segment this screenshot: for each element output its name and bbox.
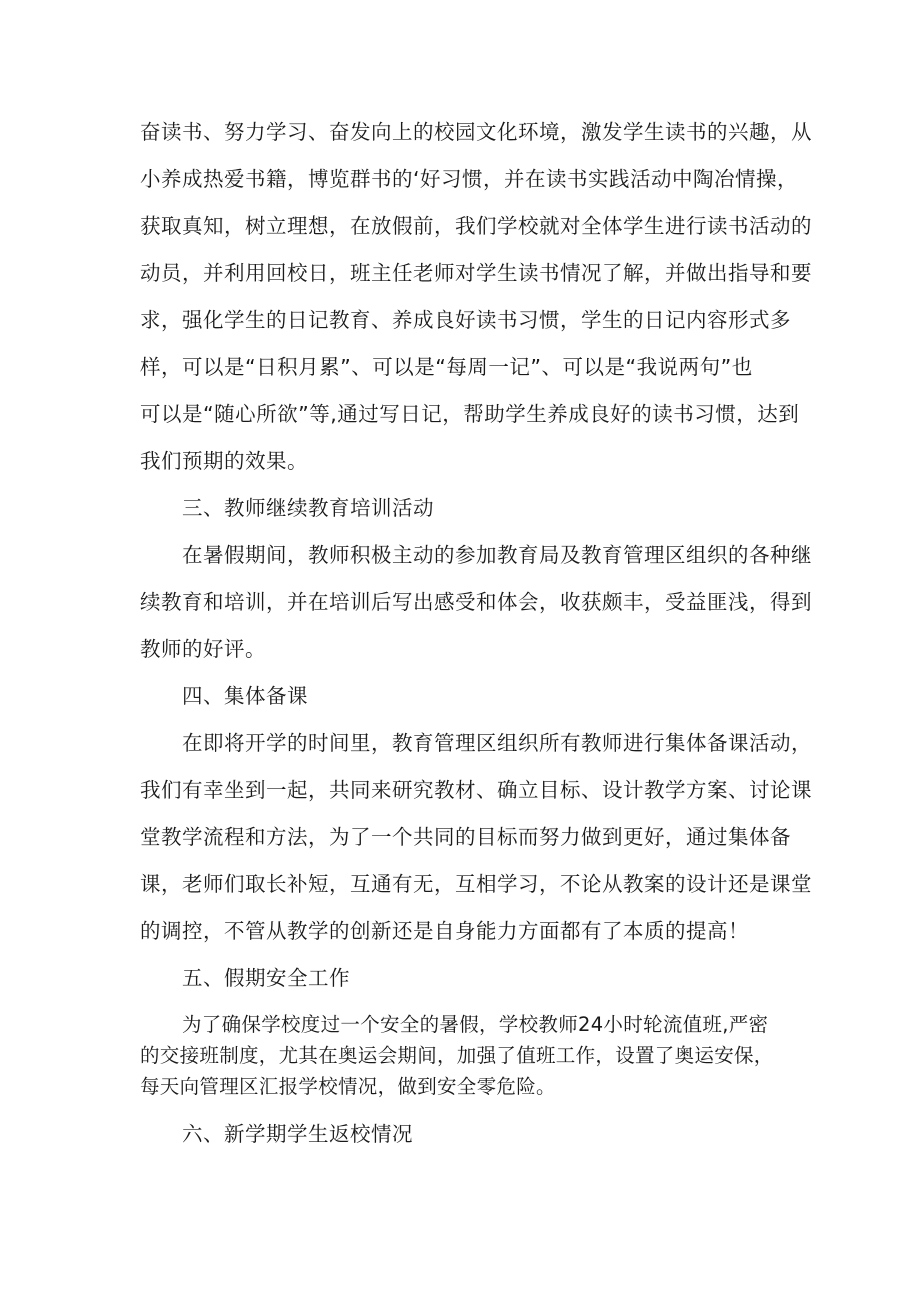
paragraph-line: 奋读书、努力学习、奋发向上的校园文化环境，激发学生读书的兴趣，从 <box>140 120 812 144</box>
paragraph-line: 在即将开学的时间里，教育管理区组织所有教师进行集体备课活动， <box>182 731 812 755</box>
paragraph-line: 续教育和培训，并在培训后写出感受和体会，收获颇丰，受益匪浅，得到 <box>140 590 812 614</box>
paragraph-line: 我们预期的效果。 <box>140 449 308 473</box>
paragraph-line: 在暑假期间，教师积极主动的参加教育局及教育管理区组织的各种继 <box>182 543 812 567</box>
paragraph-line: 每天向管理区汇报学校情况，做到安全零危险。 <box>140 1075 556 1098</box>
paragraph-line: 可以是“随心所欲”等,通过写日记，帮助学生养成良好的读书习惯，达到 <box>140 402 800 426</box>
paragraph-line: 获取真知，树立理想，在放假前，我们学校就对全体学生进行读书活动的 <box>140 214 812 238</box>
section-heading: 六、新学期学生返校情况 <box>182 1122 413 1146</box>
paragraph-line: 堂教学流程和方法，为了一个共同的目标而努力做到更好，通过集体备 <box>140 825 791 849</box>
section-heading: 四、集体备课 <box>182 684 308 708</box>
paragraph-line: 求，强化学生的日记教育、养成良好读书习惯，学生的日记内容形式多 <box>140 308 791 332</box>
paragraph-line: 的调控，不管从教学的创新还是自身能力方面都有了本质的提高！ <box>140 919 749 943</box>
section-heading: 五、假期安全工作 <box>182 966 350 990</box>
paragraph-line: 为了确保学校度过一个安全的暑假，学校教师24小时轮流值班,严密 <box>182 1013 769 1036</box>
paragraph-line: 样，可以是“日积月累”、可以是“每周一记”、可以是“我说两句”也 <box>140 355 753 379</box>
paragraph-line: 小养成热爱书籍，博览群书的‘好习惯，并在读书实践活动中陶冶情操， <box>140 167 799 191</box>
section-heading: 三、教师继续教育培训活动 <box>182 496 434 520</box>
paragraph-line: 的交接班制度，尤其在奥运会期间，加强了值班工作，设置了奥运安保， <box>140 1044 774 1067</box>
paragraph-line: 我们有幸坐到一起，共同来研究教材、确立目标、设计教学方案、讨论课 <box>140 778 812 802</box>
paragraph-line: 课，老师们取长补短，互通有无，互相学习，不论从教案的设计还是课堂 <box>140 872 812 896</box>
paragraph-line: 教师的好评。 <box>140 637 266 661</box>
paragraph-line: 动员，并利用回校日，班主任老师对学生读书情况了解，并做出指导和要 <box>140 261 812 285</box>
